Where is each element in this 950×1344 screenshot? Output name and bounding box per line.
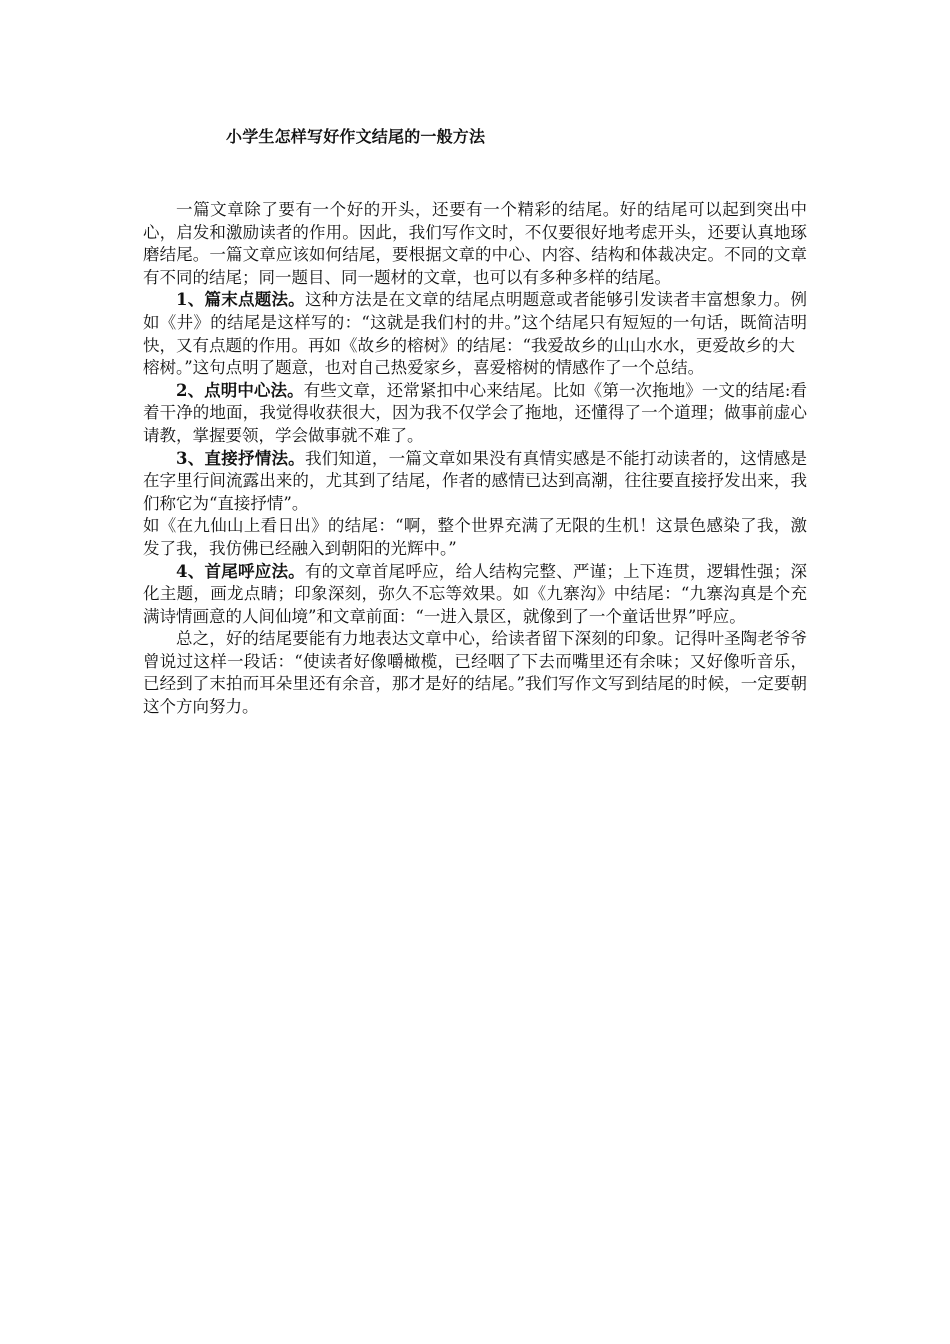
method-3-paragraph (143, 448, 807, 516)
method-1-text: 这种方法是在文章的结尾点明题意或者能够引发读者丰富想象力。例如《井》的结尾是这样写的：“这就是我们村的井。”这个结尾只有短短的一句话，既简洁明快，又有点题的作用。再如《故乡的榕树》的结尾：“我爱故乡的山山水水，更爱故乡的大 (143, 290, 808, 355)
method-3-heading: 3、直接抒情法。 (176, 448, 305, 468)
intro-paragraph: 一篇文章除了要有一个好的开头，还要有一个精彩的结尾。好的结尾可以起到突出中心，启发和激励读者的作用。因此，我们写作文时，不仅要很好地考虑开头，还要认真地琢磨结尾。一篇文章应该如何结尾，要根据文章的中心、内容、结构和体裁决定。不同的文章有不同的结尾；同一题目、同一题材的文章，也可以有多种多样的结尾。 (143, 200, 807, 287)
method-2-paragraph (143, 380, 807, 448)
method-2-text: 有些文章，还常紧扣中心来结尾。比如《第一次拖地》一文的结尾:看着干净的地面，我觉得收获很大，因为我不仅学会了拖地，还懂得了一个道理；做事前虚心请教，掌握要领，学会做事就不难了。 (143, 380, 808, 445)
document-body (143, 199, 807, 719)
method-4-heading: 4、首尾呼应法。 (176, 561, 305, 581)
method-3-text: 我们知道，一篇文章如果没有真情实感是不能打动读者的，这情感是在字里行间流露出来的，尤其到了结尾，作者的感情已达到高潮，往往要直接抒发出来，我们称它为“直接抒情”。 (143, 448, 808, 513)
conclusion-paragraph: 总之，好的结尾要能有力地表达文章中心，给读者留下深刻的印象。记得叶圣陶老爷爷曾说过这样一段话：“使读者好像嚼橄榄，已经咽了下去而嘴里还有余味；又好像听音乐，已经到了末拍而耳朵里还有余音，那才是好的结尾。”我们写作文写到结尾的时候，一定要朝这个方向努力。 (143, 629, 807, 717)
document-title: 小学生怎样写好作文结尾的一般方法 (226, 127, 486, 146)
method-2-heading: 2、点明中心法。 (176, 380, 304, 400)
method-1-continuation: 榕树。”这句点明了题意，也对自己热爱家乡，喜爱榕树的情感作了一个总结。 (143, 358, 705, 378)
method-4-paragraph (143, 561, 807, 629)
method-3-continuation: 如《在九仙山上看日出》的结尾：“啊，整个世界充满了无限的生机！这景色感染了我，激发了我，我仿佛已经融入到朝阳的光辉中。” (143, 516, 807, 558)
method-4-text: 有的文章首尾呼应，给人结构完整、严谨；上下连贯，逻辑性强；深化主题，画龙点睛；印象深刻，弥久不忘等效果。如《九寨沟》中结尾：“九寨沟真是个充满诗情画意的人间仙境”和文章前面：“一进入景区，就像到了一个童话世界”呼应。 (143, 561, 808, 626)
method-1-heading: 1、篇末点题法。 (176, 290, 305, 310)
method-1-paragraph (143, 289, 807, 357)
